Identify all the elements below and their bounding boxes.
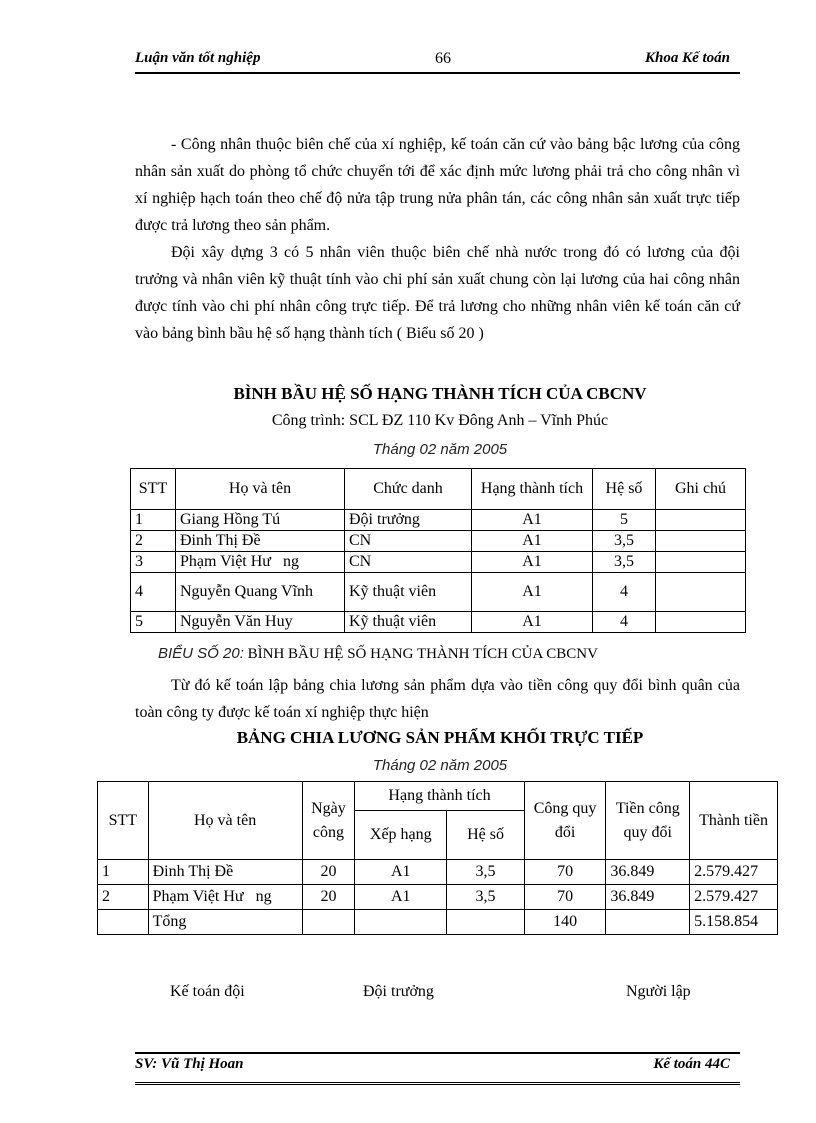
cell bbox=[355, 910, 447, 935]
col-stt: STT bbox=[131, 469, 176, 510]
cell: 36.849 bbox=[606, 885, 690, 910]
col-converted: Công quy đổi bbox=[524, 782, 606, 860]
col-position: Chức danh bbox=[345, 469, 472, 510]
grand-total: 5.158.854 bbox=[690, 910, 778, 935]
cell: 20 bbox=[302, 885, 355, 910]
table-row bbox=[131, 612, 746, 633]
page-footer bbox=[135, 1052, 740, 1085]
cell: Nguyễn Văn Huy bbox=[176, 612, 345, 633]
cell: 20 bbox=[302, 860, 355, 885]
paragraph-3-wrap bbox=[135, 672, 740, 726]
cell: Phạm Việt Hư ng bbox=[176, 552, 345, 573]
rating-table bbox=[130, 468, 746, 633]
cell: 3,5 bbox=[593, 531, 656, 552]
table2-title: BẢNG CHIA LƯƠNG SẢN PHẨM KHỐI TRỰC TIẾP bbox=[236, 728, 644, 747]
cell: Phạm Việt Hư ng bbox=[148, 885, 302, 910]
cell: A1 bbox=[472, 573, 593, 612]
cell bbox=[656, 573, 746, 612]
table-row bbox=[98, 860, 778, 885]
cell: A1 bbox=[472, 510, 593, 531]
cell: A1 bbox=[355, 885, 447, 910]
cell: 4 bbox=[131, 573, 176, 612]
cell bbox=[606, 910, 690, 935]
cell: 4 bbox=[593, 573, 656, 612]
cell: 3,5 bbox=[593, 552, 656, 573]
col-coef: Hệ số bbox=[447, 811, 525, 860]
table1-title: BÌNH BẦU HỆ SỐ HẠNG THÀNH TÍCH CỦA CBCNV bbox=[233, 384, 647, 403]
cell bbox=[302, 910, 355, 935]
cell: 2.579.427 bbox=[690, 885, 778, 910]
cell bbox=[656, 552, 746, 573]
cell: Kỹ thuật viên bbox=[345, 573, 472, 612]
cell: A1 bbox=[472, 531, 593, 552]
table2-month: Tháng 02 năm 2005 bbox=[372, 757, 508, 774]
signature-preparer: Người lập bbox=[626, 983, 691, 1000]
cell: 5 bbox=[131, 612, 176, 633]
col-note: Ghi chú bbox=[656, 469, 746, 510]
total-row bbox=[98, 910, 778, 935]
cell bbox=[656, 531, 746, 552]
cell: CN bbox=[345, 552, 472, 573]
col-stt: STT bbox=[98, 782, 149, 860]
cell: Đội trưởng bbox=[345, 510, 472, 531]
cell: Kỹ thuật viên bbox=[345, 612, 472, 633]
cell: Đinh Thị Đề bbox=[148, 860, 302, 885]
cell: Giang Hồng Tú bbox=[176, 510, 345, 531]
cell: 5 bbox=[593, 510, 656, 531]
cell bbox=[656, 510, 746, 531]
table-row bbox=[131, 573, 746, 612]
header-thesis-title: Luận văn tốt nghiệp bbox=[135, 50, 261, 66]
cell: 4 bbox=[593, 612, 656, 633]
table-row bbox=[98, 885, 778, 910]
cell: CN bbox=[345, 531, 472, 552]
paragraph-3: Từ đó kế toán lập bảng chia lương sản phẩm dựa vào tiền công quy đổi bình quân của toàn công ty được kế toán xí nghiệp thực hiện bbox=[135, 677, 740, 721]
col-name: Họ và tên bbox=[148, 782, 302, 860]
signature-team-leader: Đội trưởng bbox=[363, 983, 434, 1000]
cell: A1 bbox=[472, 612, 593, 633]
cell bbox=[447, 910, 525, 935]
cell: 3,5 bbox=[447, 885, 525, 910]
paragraph-2: Đội xây dựng 3 có 5 nhân viên thuộc biên chế nhà nước trong đó có lương của đội trưởng và nhân viên kỹ thuật tính vào chi phí sản xuất chung còn lại lương của hai công nhân được tính vào chi phí nhân công trực tiếp. Để trả lương cho những nhân viên kế toán căn cứ vào bảng bình bầu hệ số hạng thành tích ( Biểu số 20 ) bbox=[135, 244, 740, 342]
col-rank-group: Hạng thành tích bbox=[355, 782, 524, 811]
cell: 1 bbox=[131, 510, 176, 531]
col-rank: Hạng thành tích bbox=[472, 469, 593, 510]
table-header-row bbox=[98, 782, 778, 811]
col-total: Thành tiền bbox=[690, 782, 778, 860]
cell: 1 bbox=[98, 860, 149, 885]
cell: 2.579.427 bbox=[690, 860, 778, 885]
wage-table bbox=[97, 781, 778, 935]
page-header bbox=[135, 48, 740, 74]
table1-month: Tháng 02 năm 2005 bbox=[372, 441, 508, 458]
footer-class: Kế toán 44C bbox=[653, 1056, 730, 1072]
footer-student: SV: Vũ Thị Hoan bbox=[135, 1056, 244, 1072]
cell: A1 bbox=[472, 552, 593, 573]
total-converted: 140 bbox=[524, 910, 606, 935]
cell bbox=[656, 612, 746, 633]
paragraph-1: - Công nhân thuộc biên chế của xí nghiệp, kế toán căn cứ vào bảng bậc lương của công nhân sản xuất do phòng tổ chức chuyển tới để xác định mức lương phải trả cho công nhân vì xí nghiệp hạch toán theo chế độ nửa tập trung nửa phân tán, các công nhân sản xuất trực tiếp được trả lương theo sản phẩm. bbox=[135, 136, 740, 234]
table1-caption bbox=[158, 645, 598, 663]
cell bbox=[98, 910, 149, 935]
col-wage: Tiền công quy đổi bbox=[606, 782, 690, 860]
col-name: Họ và tên bbox=[176, 469, 345, 510]
cell: 36.849 bbox=[606, 860, 690, 885]
cell: Đinh Thị Đề bbox=[176, 531, 345, 552]
cell: 3 bbox=[131, 552, 176, 573]
table1-project: Công trình: SCL ĐZ 110 Kv Đông Anh – Vĩnh Phúc bbox=[271, 412, 609, 429]
cell: 70 bbox=[524, 860, 606, 885]
table-row bbox=[131, 531, 746, 552]
cell: 2 bbox=[131, 531, 176, 552]
cell: A1 bbox=[355, 860, 447, 885]
table-row bbox=[131, 552, 746, 573]
col-rank: Xếp hạng bbox=[355, 811, 447, 860]
cell: 3,5 bbox=[447, 860, 525, 885]
header-department: Khoa Kế toán bbox=[644, 50, 730, 66]
cell: Nguyễn Quang Vĩnh bbox=[176, 573, 345, 612]
cell: 2 bbox=[98, 885, 149, 910]
total-label: Tổng bbox=[148, 910, 302, 935]
caption-text: BÌNH BẦU HỆ SỐ HẠNG THÀNH TÍCH CỦA CBCNV bbox=[243, 646, 598, 662]
table-row bbox=[131, 510, 746, 531]
intro-text bbox=[135, 131, 740, 347]
table-header-row bbox=[131, 469, 746, 510]
page-number: 66 bbox=[435, 50, 451, 67]
col-coef: Hệ số bbox=[593, 469, 656, 510]
cell: 70 bbox=[524, 885, 606, 910]
signature-accountant: Kế toán đội bbox=[170, 983, 245, 1000]
col-days: Ngày công bbox=[302, 782, 355, 860]
caption-label: BIỂU SỐ 20: bbox=[158, 645, 244, 662]
